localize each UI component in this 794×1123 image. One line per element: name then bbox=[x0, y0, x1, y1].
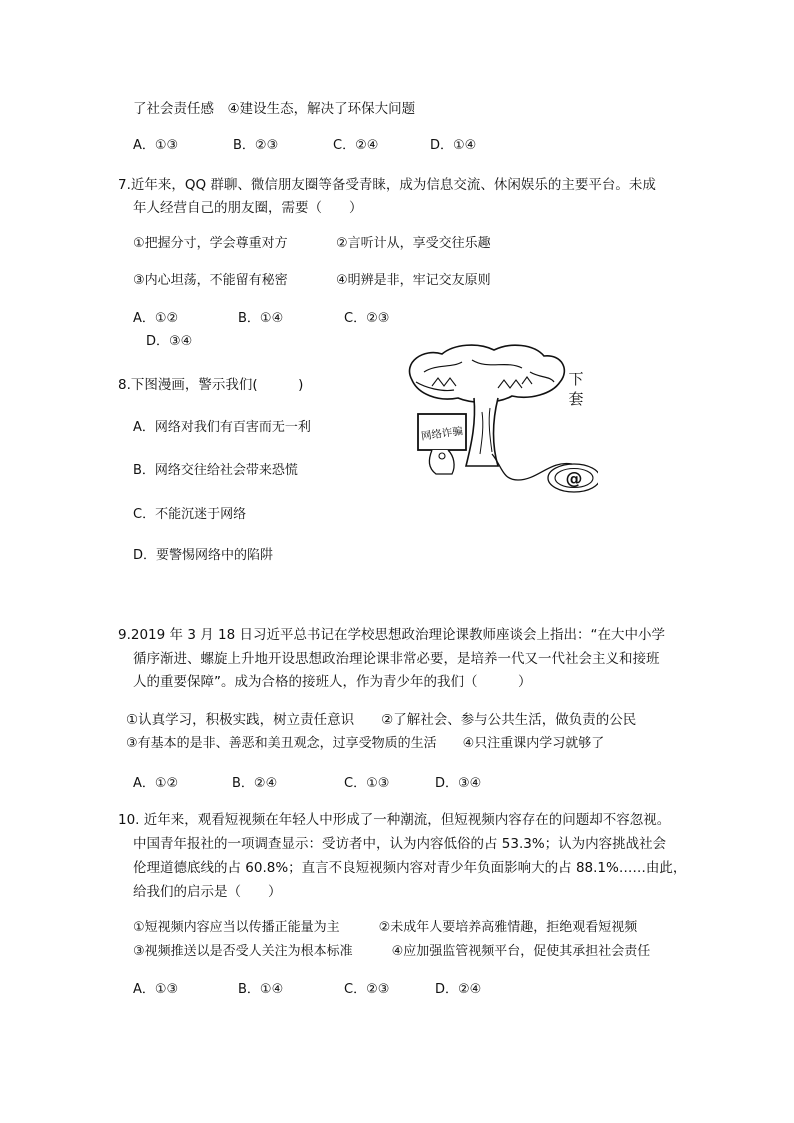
q7-choice-2: ②言听计从，享受交往乐趣 bbox=[336, 236, 491, 251]
at-symbol: @ bbox=[565, 469, 583, 489]
q7-option-c[interactable]: C．②③ bbox=[344, 311, 390, 326]
q9-choices-3-4: ③有基本的是非、善恶和美丑观念，过享受物质的生活 ④只注重课内学习就够了 bbox=[126, 736, 605, 751]
side-label-char1: 下 bbox=[568, 370, 584, 388]
side-label-char2: 套 bbox=[568, 390, 584, 408]
q9-choices-1-2: ①认真学习，积极实践，树立责任意识 ②了解社会、参与公共生活，做负责的公民 bbox=[126, 712, 637, 728]
q7-option-a[interactable]: A．①② bbox=[133, 311, 179, 326]
q7-choice-1: ①把握分寸，学会尊重对方 bbox=[133, 236, 288, 251]
q7-option-b[interactable]: B．①④ bbox=[238, 311, 284, 326]
q10-option-a[interactable]: A．①③ bbox=[133, 982, 179, 997]
q9-stem-line1: 9.2019 年 3 月 18 日习近平总书记在学校思想政治理论课教师座谈会上指出：“在大中小学 bbox=[118, 627, 665, 643]
sign-text: 网络诈骗 bbox=[420, 425, 464, 443]
q9-option-b[interactable]: B．②④ bbox=[232, 776, 278, 791]
q10-stem-line2: 中国青年报社的一项调查显示：受访者中，认为内容低俗的占 53.3%；认为内容挑战社会 bbox=[133, 836, 667, 852]
q10-stem-line1: 10. 近年来，观看短视频在年轻人中形成了一种潮流，但短视频内容存在的问题却不容忽视。 bbox=[118, 812, 671, 828]
q6-option-c[interactable]: C．②④ bbox=[333, 138, 379, 153]
q8-stem: 8.下图漫画，警示我们( ) bbox=[118, 377, 304, 393]
q9-option-a[interactable]: A．①② bbox=[133, 776, 179, 791]
q6-option-b[interactable]: B．②③ bbox=[233, 138, 279, 153]
q10-option-c[interactable]: C．②③ bbox=[344, 982, 390, 997]
q9-option-d[interactable]: D．③④ bbox=[435, 776, 482, 791]
q7-option-d[interactable]: D．③④ bbox=[146, 334, 193, 349]
q10-stem-line4: 给我们的启示是（ ） bbox=[133, 884, 282, 900]
cartoon-internet-fraud-image bbox=[402, 342, 598, 502]
q6-option-a[interactable]: A．①③ bbox=[133, 138, 179, 153]
q6-continued-text: 了社会责任感 ④建设生态，解决了环保大问题 bbox=[133, 101, 416, 117]
q9-stem-line3: 人的重要保障”。成为合格的接班人，作为青少年的我们（ ） bbox=[133, 674, 532, 690]
q10-choices-3-4: ③视频推送以是否受人关注为根本标准 ④应加强监管视频平台，促使其承担社会责任 bbox=[133, 944, 651, 959]
q7-choice-4: ④明辨是非，牢记交友原则 bbox=[336, 273, 491, 288]
q9-stem-line2: 循序渐进、螺旋上升地开设思想政治理论课非常必要，是培养一代又一代社会主义和接班 bbox=[133, 651, 660, 667]
q10-stem-line3: 伦理道德底线的占 60.8%；直言不良短视频内容对青少年负面影响大的占 88.1%……由此， bbox=[133, 860, 687, 876]
q10-choices-1-2: ①短视频内容应当以传播正能量为主 ②未成年人要培养高雅情趣，拒绝观看短视频 bbox=[133, 920, 638, 935]
q8-option-a[interactable]: A．网络对我们有百害而无一利 bbox=[133, 420, 311, 435]
q8-option-c[interactable]: C．不能沉迷于网络 bbox=[133, 507, 247, 522]
q9-option-c[interactable]: C．①③ bbox=[344, 776, 390, 791]
q10-option-b[interactable]: B．①④ bbox=[238, 982, 284, 997]
q7-stem-line2: 年人经营自己的朋友圈，需要（ ） bbox=[133, 200, 363, 216]
q8-option-d[interactable]: D．要警惕网络中的陷阱 bbox=[133, 548, 274, 563]
q7-stem-line1: 7.近年来，QQ 群聊、微信朋友圈等备受青睐，成为信息交流、休闲娱乐的主要平台。未成 bbox=[118, 177, 656, 193]
q10-option-d[interactable]: D．②④ bbox=[435, 982, 482, 997]
q8-option-b[interactable]: B．网络交往给社会带来恐慌 bbox=[133, 463, 298, 478]
snare-rope bbox=[492, 454, 572, 480]
tree-canopy bbox=[409, 345, 564, 402]
q6-option-d[interactable]: D．①④ bbox=[430, 138, 477, 153]
hiding-person bbox=[429, 450, 454, 474]
q7-choice-3: ③内心坦荡，不能留有秘密 bbox=[133, 273, 288, 288]
